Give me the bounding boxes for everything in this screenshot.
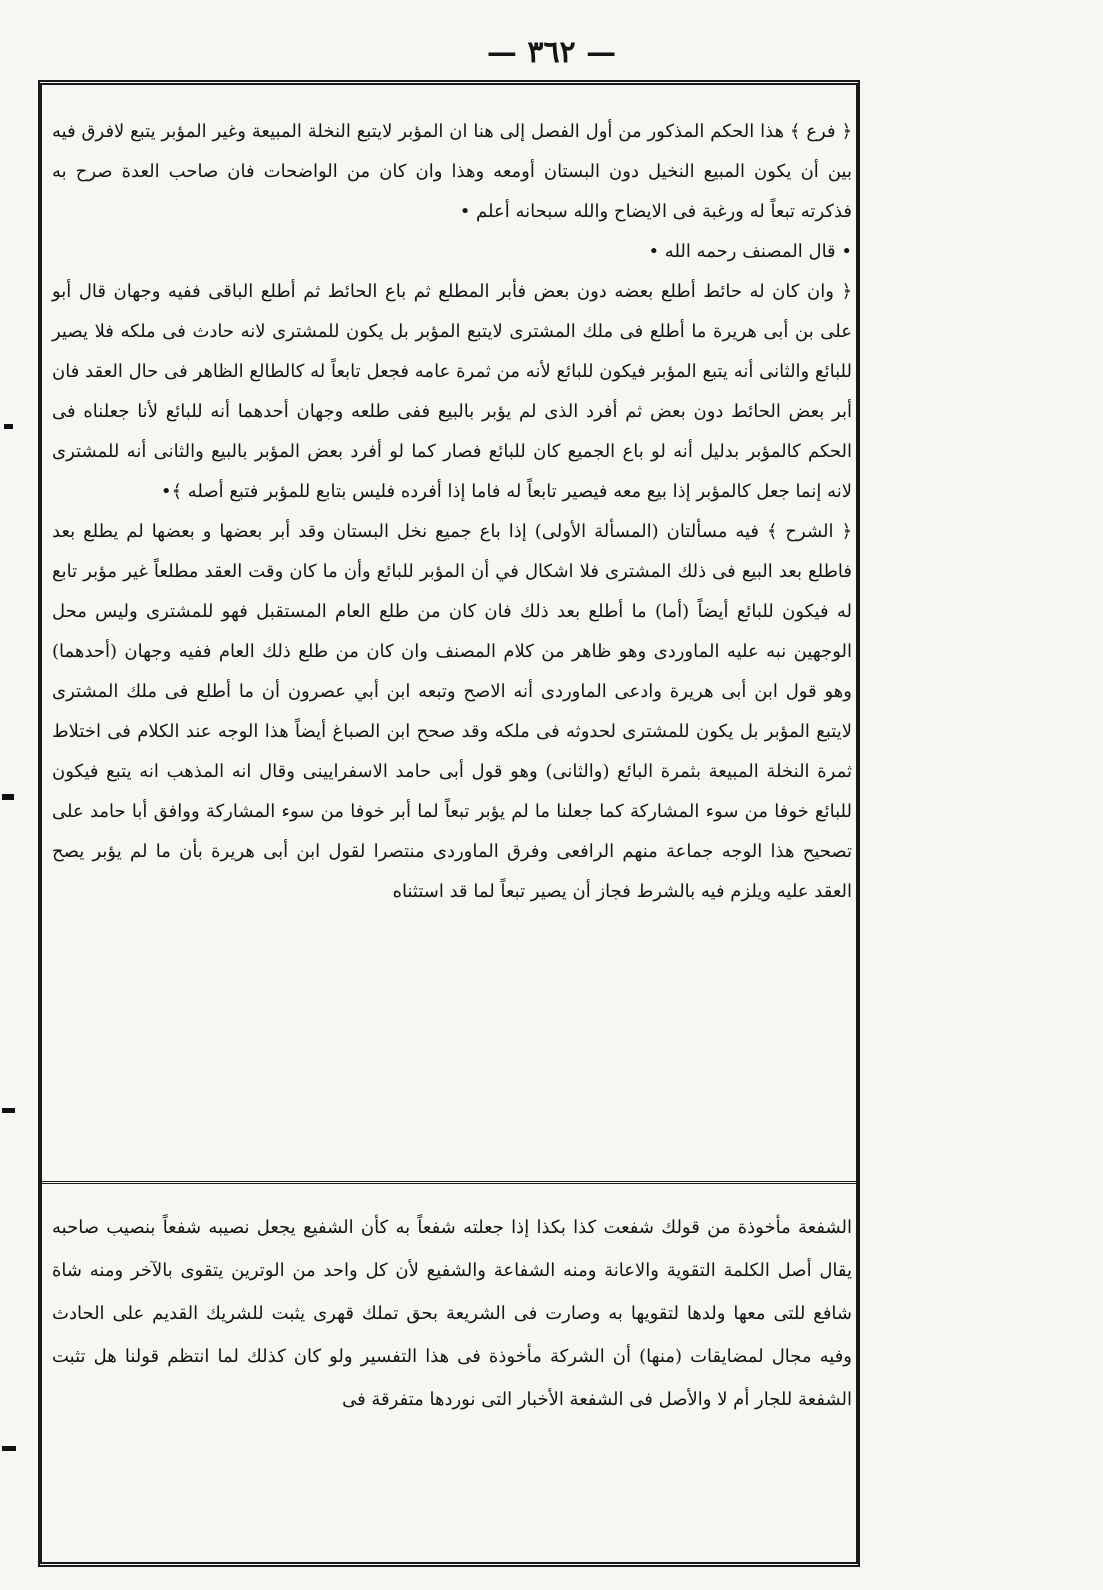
- footnote-separator: [42, 1181, 856, 1184]
- paragraph-fara: ﴿ فرع ﴾ هذا الحكم المذكور من أول الفصل إلى هنا ان المؤبر لايتبع النخلة المبيعة وغير المؤبر يتبع لافرق فيه بين أن يكون المبيع النخيل دون البستان أومعه وهذا وان كان من الواضحات فان صاحب العدة صرح به فذكرته تبعاً له ورغبة فى الايضاح والله سبحانه أعلم •: [52, 121, 852, 222]
- margin-mark: [4, 424, 13, 429]
- margin-mark: [2, 794, 14, 800]
- page-number: — ٣٦٢ —: [486, 35, 617, 70]
- paragraph-matn: ﴿ وان كان له حائط أطلع بعضه دون بعض فأبر المطلع ثم باع الحائط ثم أطلع الباقى ففيه وجهان قال أبو على بن أبى هريرة ما أطلع فى ملك المشترى لايتبع المؤبر بل يكون للمشترى لانه حادث فى ملكه فلا يصير للبائع والثانى أنه يتبع المؤبر فيكون للبائع لأنه من ثمرة عامه فجعل تابعاً له كالطالع الظاهر فى حال العقد فان أبر بعض الحائط دون بعض ثم أفرد الذى لم يؤبر بالبيع ففى طلعه وجهان أحدهما أنه للبائع لأنا جعلناه فى الحكم كالمؤبر بدليل أنه لو باع الجميع كان للبائع فصار كما لو أفرد بعض المؤبر بالبيع والثانى أنه للمشترى لانه إنما جعل كالمؤبر إذا بيع معه فيصير تابعاً له فاما إذا أفرده فليس بتابع للمؤبر فتبع أصله ﴾•: [52, 281, 852, 502]
- main-text: [52, 112, 852, 912]
- margin-mark: [2, 1446, 16, 1451]
- footnote-paragraph: الشفعة مأخوذة من قولك شفعت كذا بكذا إذا جعلته شفعاً به كأن الشفيع يجعل نصيبه شفعاً بنصيب صاحبه يقال أصل الكلمة التقوية والاعانة ومنه الشفاعة والشفيع لأن كل واحد من الوترين يتقوى بالآخر ومنه شاة شافع للتى معها ولدها لتقويها به وصارت فى الشريعة بحق تملك قهرى يثبت للشريك القديم على الحادث وفيه مجال لمضايقات (منها) أن الشركة مأخوذة فى هذا التفسير ولو كان كذلك لما انتظم قولنا هل تثبت الشفعة للجار أم لا والأصل فى الشفعة الأخبار التى نوردها متفرقة فى: [52, 1217, 852, 1410]
- footnote-text: [52, 1206, 852, 1421]
- margin-mark: [2, 1108, 15, 1113]
- paragraph-sharh: ﴿ الشرح ﴾ فيه مسألتان (المسألة الأولى) إذا باع جميع نخل البستان وقد أبر بعضها و بعضها لم يطلع بعد فاطلع بعد البيع فى ذلك المشترى فلا اشكال في أن المؤبر للبائع وأن ما كان وقت العقد مطلعاً غير مؤبر تابع له فيكون للبائع أيضاً (أما) ما أطلع بعد ذلك فان كان من طلع العام المستقبل فهو للمشترى وليس محل الوجهين نبه عليه الماوردى وهو ظاهر من كلام المصنف وان كان من طلع ذلك العام ففيه وجهان (أحدهما) وهو قول ابن أبى هريرة وادعى الماوردى أنه الاصح وتبعه ابن أبي عصرون أن ما أطلع فى ملك المشترى لايتبع المؤبر بل يكون للمشترى لحدوثه فى ملكه وقد صحح ابن الصباغ أيضاً هذا الوجه عند الكلام فى اختلاط ثمرة النخلة المبيعة بثمرة البائع (والثانى) وهو قول أبى حامد الاسفرايينى وقال انه المذهب انه يتبع فيكون للبائع خوفا من سوء المشاركة كما جعلنا ما لم يؤبر تبعاً لما أبر خوفا من سوء المشاركة ووافق أبا حامد على تصحيح هذا الوجه جماعة منهم الرافعى وفرق الماوردى منتصرا لقول ابن أبى هريرة بأن ما لم يؤبر يصح العقد عليه ويلزم فيه بالشرط فجاز أن يصير تبعاً لما قد استثناه: [52, 521, 853, 902]
- paragraph-author-heading: • قال المصنف رحمه الله •: [648, 241, 852, 262]
